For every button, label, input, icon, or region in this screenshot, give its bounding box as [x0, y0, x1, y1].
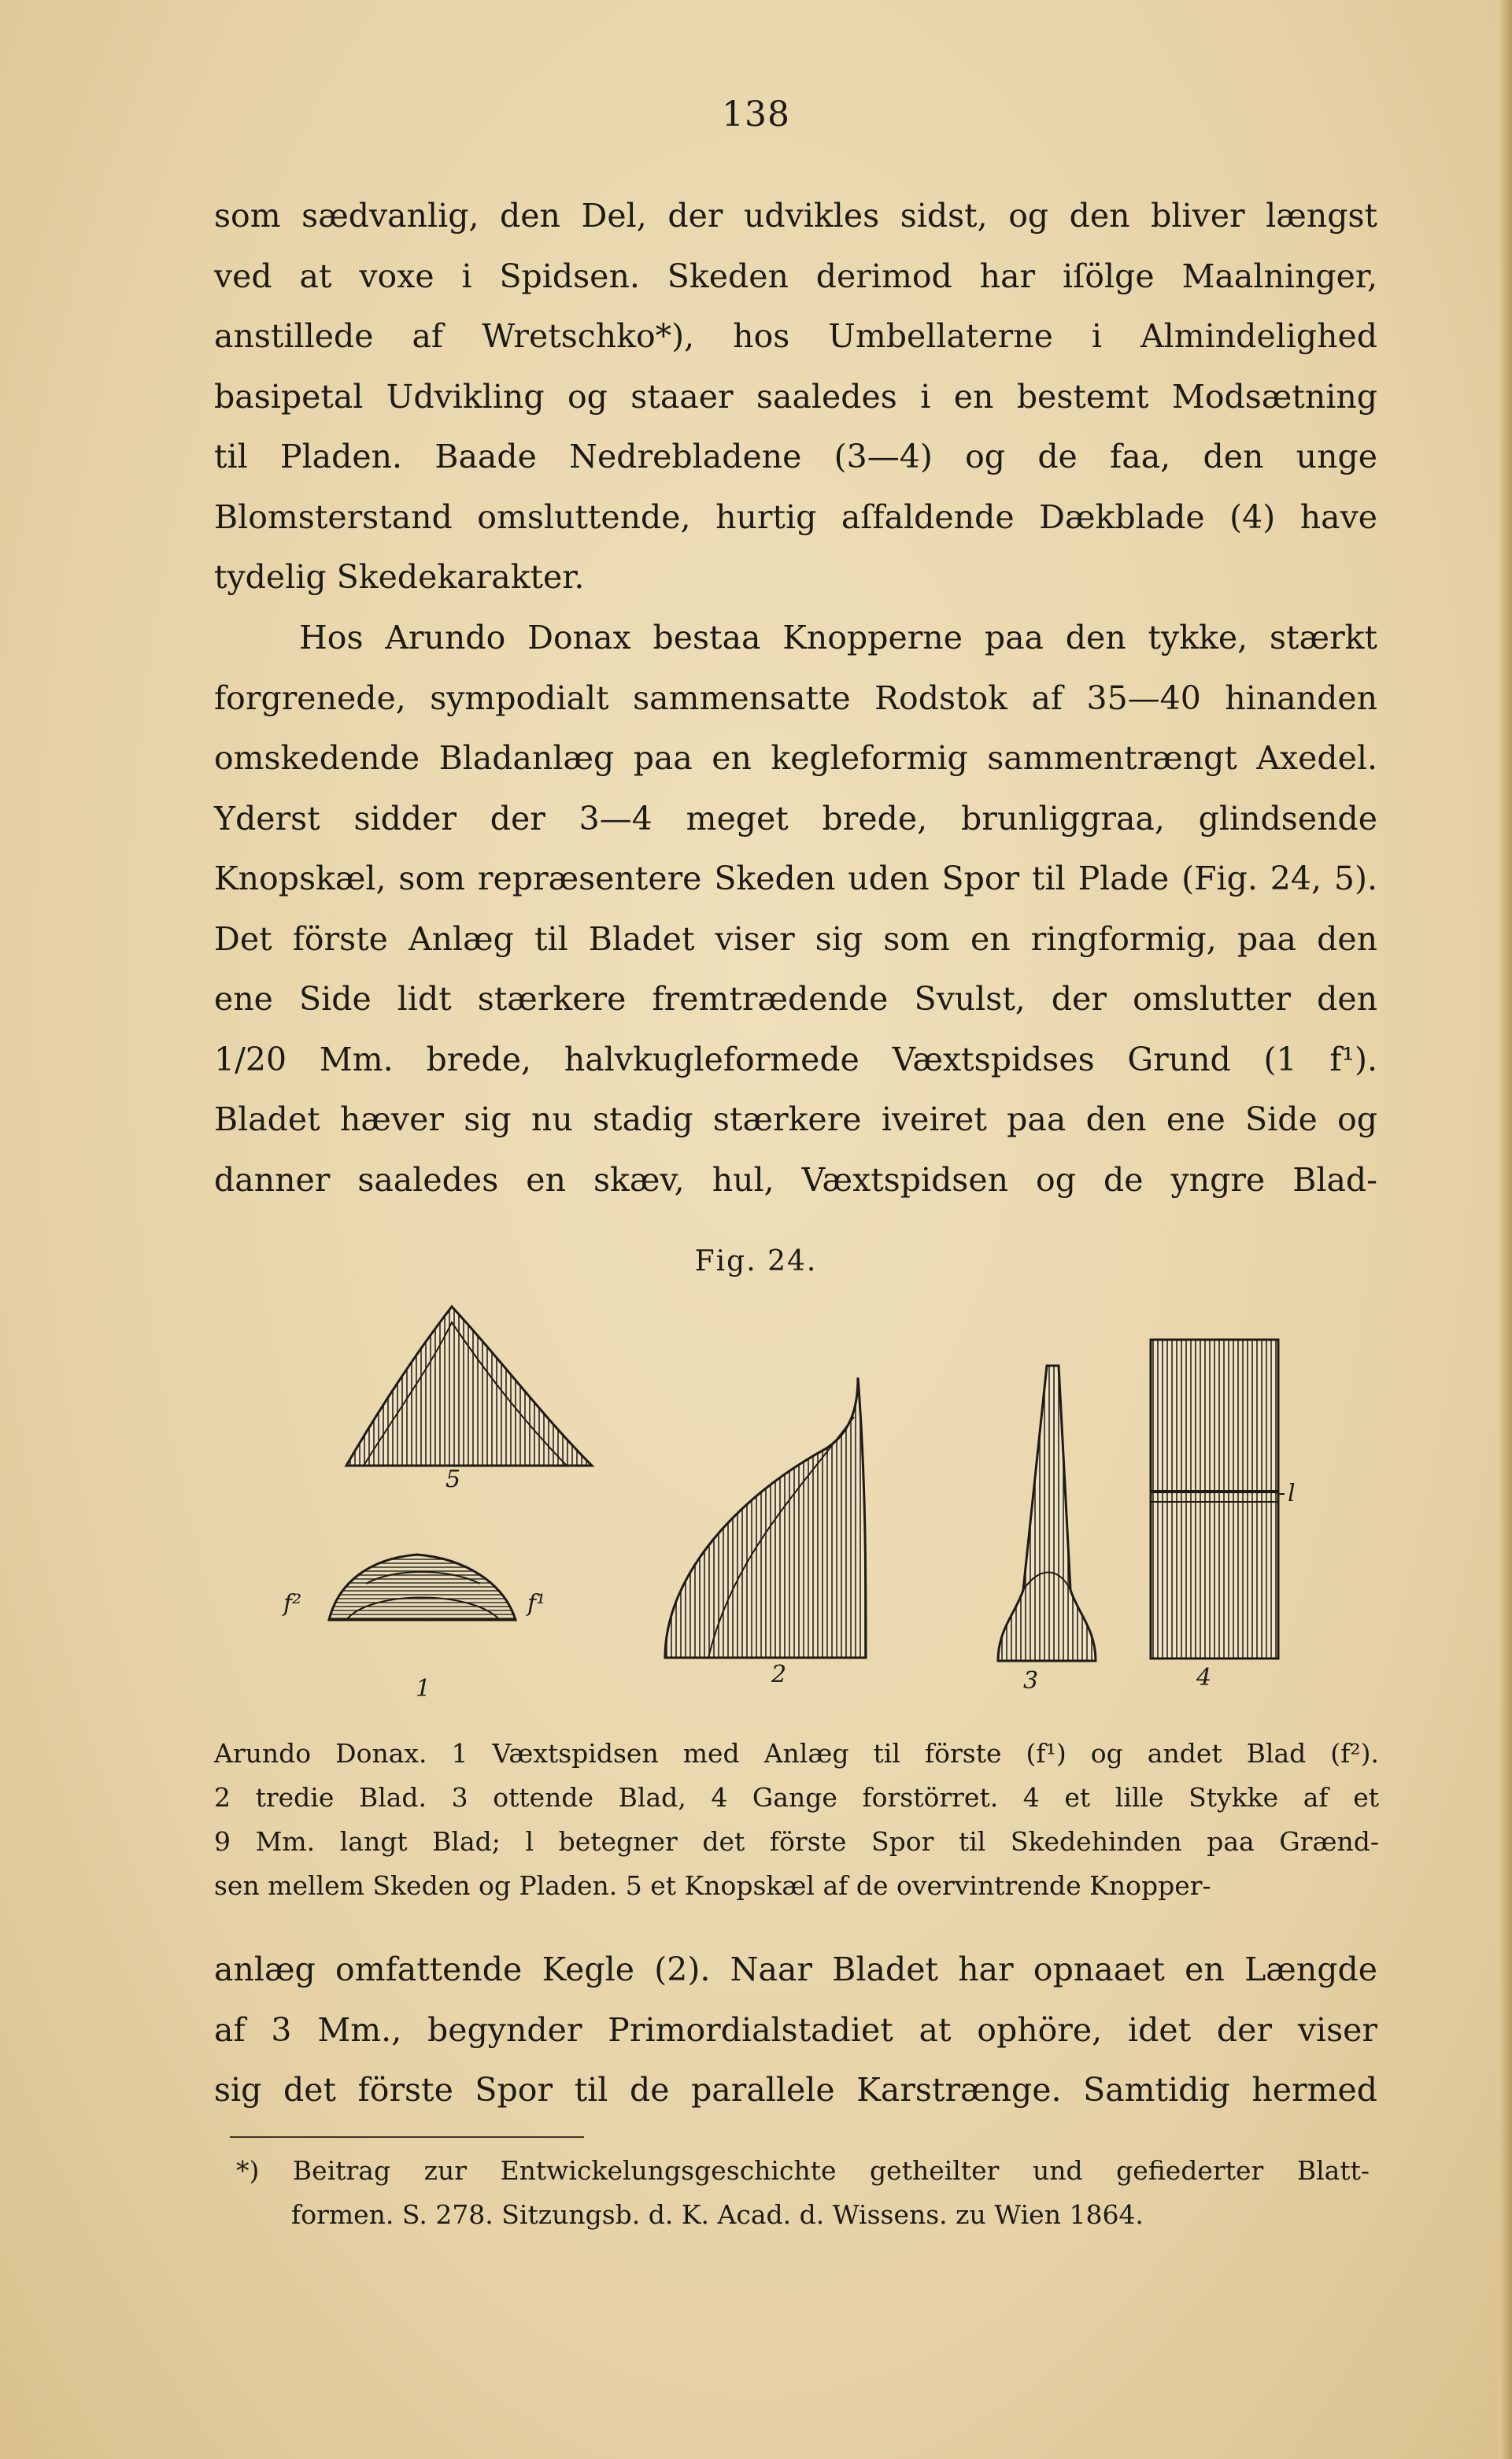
fig2-third-leaf: [665, 1377, 866, 1658]
text-line: af 3 Mm., begynder Primordialstadiet at ophöre, idet der viser: [214, 2010, 1377, 2049]
page-number: 138: [722, 94, 790, 135]
footnote-rule: [230, 2136, 584, 2138]
label-fig4: 4: [1196, 1664, 1212, 1692]
label-fig5: 5: [445, 1466, 461, 1493]
fig1-growing-point: [329, 1555, 516, 1620]
label-fig1: 1: [416, 1675, 431, 1703]
footnote-line: *) Beitrag zur Entwickelungsgeschichte getheilter und gefiederter Blatt-: [236, 2155, 1370, 2186]
text-line: til Pladen. Baade Nedrebladene (3—4) og de faa, den unge: [214, 438, 1377, 475]
text-line: forgrenede, sympodialt sammensatte Rodstok af 35—40 hinanden: [214, 679, 1377, 717]
page-edge: [1499, 0, 1512, 2459]
caption-line: 9 Mm. langt Blad; l betegner det förste Spor til Skedehinden paa Grænd-: [214, 1826, 1379, 1857]
label-f1: f¹: [527, 1590, 546, 1618]
text-line: som sædvanlig, den Del, der udvikles sidst, og den bliver længst: [214, 197, 1377, 235]
text-line: Det förste Anlæg til Bladet viser sig som en ringformig, paa den: [214, 919, 1377, 958]
paragraph-3: [214, 1939, 1377, 2121]
figure-24: [0, 1291, 1512, 1732]
text-line: anstillede af Wretschko*), hos Umbellaterne i Almindelighed: [214, 317, 1377, 355]
paragraph-1: [214, 186, 1377, 608]
text-line: anlæg omfattende Kegle (2). Naar Bladet har opnaaet en Længde: [214, 1951, 1377, 1988]
figure-title: Fig. 24.: [694, 1245, 818, 1278]
label-fig2: 2: [771, 1661, 787, 1688]
caption-line: Arundo Donax. 1 Væxtspidsen med Anlæg til förste (f¹) og andet Blad (f²).: [214, 1738, 1379, 1769]
text-line: ene Side lidt stærkere fremtrædende Svulst, der omslutter den: [214, 980, 1377, 1018]
figure-illustration: [0, 1291, 1512, 1732]
text-line: ved at voxe i Spidsen. Skeden derimod har iſölge Maalninger,: [214, 257, 1377, 295]
fig4-leaf-piece: [1151, 1340, 1285, 1658]
fig5-bud-scale: [346, 1307, 592, 1466]
text-line: 1/20 Mm. brede, halvkugleformede Væxtspidses Grund (1 f¹).: [214, 1040, 1377, 1078]
text-line: basipetal Udvikling og staaer saaledes i en bestemt Modsætning: [214, 377, 1377, 416]
fig3-eighth-leaf: [998, 1366, 1096, 1661]
paragraph-2: [214, 608, 1377, 1210]
label-l: l: [1288, 1480, 1296, 1507]
text-line: Blomsterstand omsluttende, hurtig aſfaldende Dækblade (4) have: [214, 497, 1377, 536]
text-line: danner saaledes en skæv, hul, Væxtspidsen og de yngre Blad-: [214, 1160, 1377, 1199]
caption-line: sen mellem Skeden og Pladen. 5 et Knopskæl af de overvintrende Knopper-: [214, 1870, 1211, 1901]
footnote: [236, 2149, 1370, 2237]
text-line: Hos Arundo Donax bestaa Knopperne paa den tykke, stærkt: [299, 619, 1377, 656]
label-fig3: 3: [1023, 1667, 1039, 1695]
label-f2: f²: [283, 1590, 302, 1618]
footnote-line: formen. S. 278. Sitzungsb. d. K. Acad. d. Wissens. zu Wien 1864.: [291, 2199, 1144, 2230]
figure-caption: [214, 1732, 1379, 1908]
text-line: Yderst sidder der 3—4 meget brede, brunliggraa, glindsende: [214, 799, 1377, 838]
text-line: Knopskæl, som repræsentere Skeden uden Spor til Plade (Fig. 24, 5).: [214, 860, 1377, 897]
text-line: Bladet hæver sig nu stadig stærkere iveiret paa den ene Side og: [214, 1100, 1377, 1138]
text-line: omskedende Bladanlæg paa en kegleformig sammentrængt Axedel.: [214, 739, 1377, 777]
caption-line: 2 tredie Blad. 3 ottende Blad, 4 Gange forstörret. 4 et lille Stykke af et: [214, 1782, 1379, 1813]
text-line: tydelig Skedekarakter.: [214, 558, 585, 596]
text-line: sig det förste Spor til de parallele Karstrænge. Samtidig hermed: [214, 2071, 1377, 2109]
